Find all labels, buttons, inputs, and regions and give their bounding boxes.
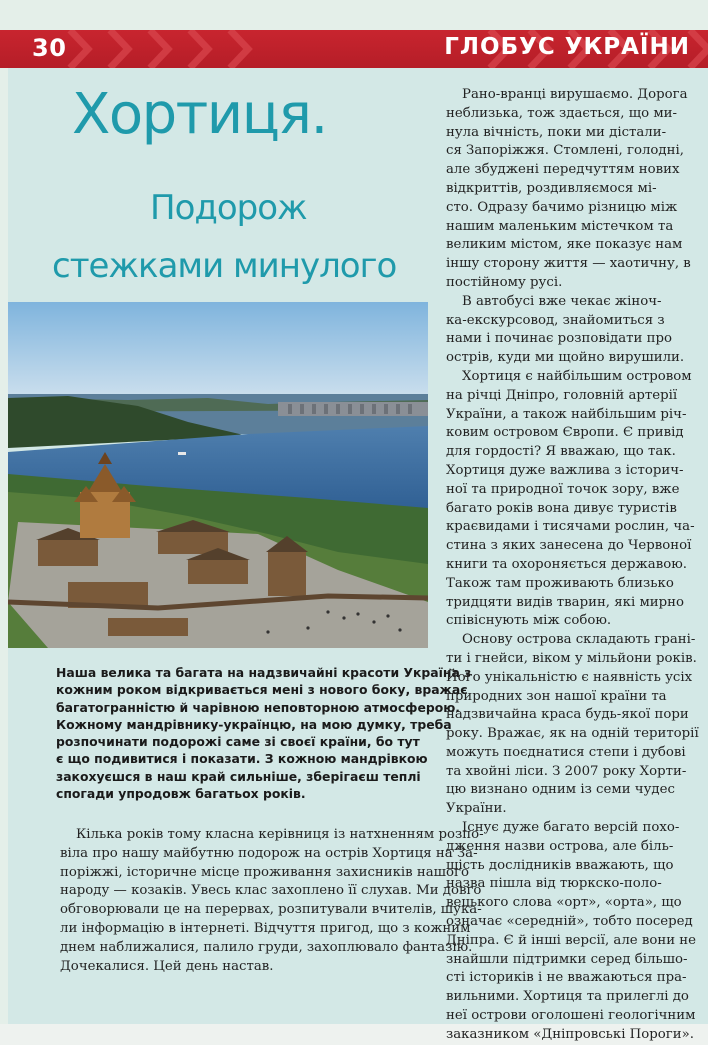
body-line: Хортиця дуже важлива з історич- — [446, 462, 684, 478]
body-line: але збуджені передчуттям нових — [446, 162, 680, 178]
header-band — [0, 30, 708, 68]
body-line: великим містом, яке показує нам — [446, 237, 683, 253]
right-column — [446, 86, 699, 1045]
body-line: ли інформацію в інтернеті. Відчуття пригод, що з кожним — [60, 920, 471, 936]
body-line: Основу острова складають грані- — [462, 632, 696, 648]
body-line: відкриттів, роздивляємося мі- — [446, 180, 657, 196]
body-line: нашим маленьким містечком та — [446, 218, 674, 234]
body-line: книги та охороняється державою. — [446, 556, 688, 572]
body-line: нула вічність, поки ми дістали- — [446, 124, 667, 140]
lead-line: спогади упродовж багатьох років. — [56, 786, 306, 802]
magazine-title: ГЛОБУС УКРАЇНИ — [444, 34, 690, 60]
lead-line: Наша велика та багата на надзвичайні красоти Україна з — [56, 665, 472, 680]
lead-paragraph — [56, 664, 472, 802]
body-line: віла про нашу майбутню подорож на острів Хортиця на За- — [60, 845, 478, 861]
body-line: поріжжі, історичне місце проживання захисників нашого — [60, 864, 470, 880]
body-line: ковим островом Європи. Є привід — [446, 425, 684, 441]
body-line: ся Запоріжжя. Стомлені, голодні, — [446, 143, 684, 159]
body-line: вецького слова «орт», «орта», що — [446, 895, 682, 911]
page-number: 30 — [32, 34, 67, 62]
body-line: неї острови оголошені геологічним — [446, 1008, 696, 1024]
paragraph — [446, 293, 685, 368]
body-line: нами і починає розповідати про — [446, 331, 673, 347]
body-line: природних зон нашої країни та — [446, 688, 667, 704]
body-line: Рано-вранці вирушаємо. Дорога — [462, 87, 688, 102]
body-line: народу — козаків. Увесь клас захоплено її слухав. Ми довго — [60, 883, 482, 899]
body-line: шість дослідників вважають, що — [446, 857, 674, 873]
body-line: сті істориків і не вважаються пра- — [446, 970, 687, 986]
body-line: та хвойні ліси. З 2007 року Хорти- — [446, 763, 687, 779]
body-line: для гордості? Я вважаю, що так. — [446, 444, 676, 460]
body-line: року. Вражає, як на одній території — [446, 726, 699, 742]
body-line: вильними. Хортиця та прилеглі до — [446, 989, 689, 1005]
body-line: багато років вона дивує туристів — [446, 500, 677, 516]
paragraph — [446, 819, 697, 1045]
khortytsia-photo — [8, 302, 428, 648]
body-line: цю визнано одним із семи чудес — [446, 782, 675, 798]
paragraph — [446, 368, 695, 631]
body-line: ти і гнейси, віком у мільйони років. — [446, 650, 697, 666]
body-line: ка-екскурсовод, знайомиться з — [446, 312, 665, 328]
body-line: співіснують між собою. — [446, 613, 612, 629]
body-line: тридцяти видів тварин, які мирно — [446, 594, 685, 610]
lead-line: багатогранністю й чарівною неповторною атмосферою. — [56, 699, 460, 715]
body-line: Існує дуже багато версій похо- — [462, 820, 680, 836]
body-line: на річці Дніпро, головній артерії — [446, 387, 678, 403]
body-line: Хортиця є найбільшим островом — [462, 368, 692, 384]
body-line: краєвидами і тисячами рослин, ча- — [446, 519, 695, 535]
lead-line: Кожному мандрівнику-українцю, на мою думку, треба — [56, 716, 452, 732]
body-line: України, а також найбільшим річ- — [446, 406, 687, 422]
left-body-paragraph — [60, 826, 484, 976]
body-line: Дніпра. Є й інші версії, але вони не — [446, 932, 697, 948]
body-line: України. — [446, 801, 507, 817]
body-line: острів, куди ми щойно вирушили. — [446, 350, 685, 366]
body-line: дження назви острова, але біль- — [446, 838, 674, 854]
body-line: Його унікальністю є наявність усіх — [446, 669, 693, 685]
body-line: знайшли підтримки серед більшо- — [446, 951, 688, 967]
body-line: назва пішла від тюркско-поло- — [446, 876, 662, 892]
body-line: заказником «Дніпровські Пороги». — [446, 1026, 694, 1042]
body-line: Кілька років тому класна керівниця із натхненням розпо- — [76, 827, 484, 842]
body-line: постійному русі. — [446, 274, 563, 290]
article-title: Хортиця. — [72, 82, 327, 147]
body-line: означає «середній», тобто посеред — [446, 914, 693, 930]
body-line: надзвичайна краса будь-якої пори — [446, 707, 689, 723]
body-line: обговорювали це на перервах, розпитували вчителів, шука- — [60, 902, 482, 918]
body-line: стина з яких занесена до Червоної — [446, 538, 692, 554]
body-line: сто. Одразу бачимо різницю між — [446, 199, 678, 215]
lead-line: кожним роком відкривається мені з нового боку, вражає — [56, 682, 468, 698]
body-line: ної та природної точок зору, вже — [446, 481, 680, 497]
body-line: днем наближалися, палило груди, захоплювало фантазію. — [60, 939, 473, 955]
body-line: В автобусі вже чекає жіноч- — [462, 293, 662, 309]
body-line: неблизька, тож здається, що ми- — [446, 105, 678, 121]
body-line: Дочекалися. Цей день настав. — [60, 958, 274, 974]
article-subtitle-line1: Подорож — [150, 188, 307, 228]
article-subtitle-line2: стежками минулого — [52, 246, 397, 286]
body-line: Також там проживають близько — [446, 575, 674, 591]
paragraph — [446, 631, 699, 819]
lead-line: є що подивитися і показати. З кожною мандрівкою — [56, 751, 428, 767]
paragraph — [446, 86, 691, 293]
lead-line: розпочинати подорожі саме зі своєї країни, бо тут — [56, 734, 420, 750]
khortytsia-aerial-photo-icon — [8, 302, 428, 648]
body-line: можуть поєднатися степи і дубові — [446, 744, 686, 760]
body-line: іншу сторону життя — хаотичну, в — [446, 256, 691, 272]
lead-line: закохуєшся в наш край сильніше, зберігаєш теплі — [56, 768, 421, 784]
